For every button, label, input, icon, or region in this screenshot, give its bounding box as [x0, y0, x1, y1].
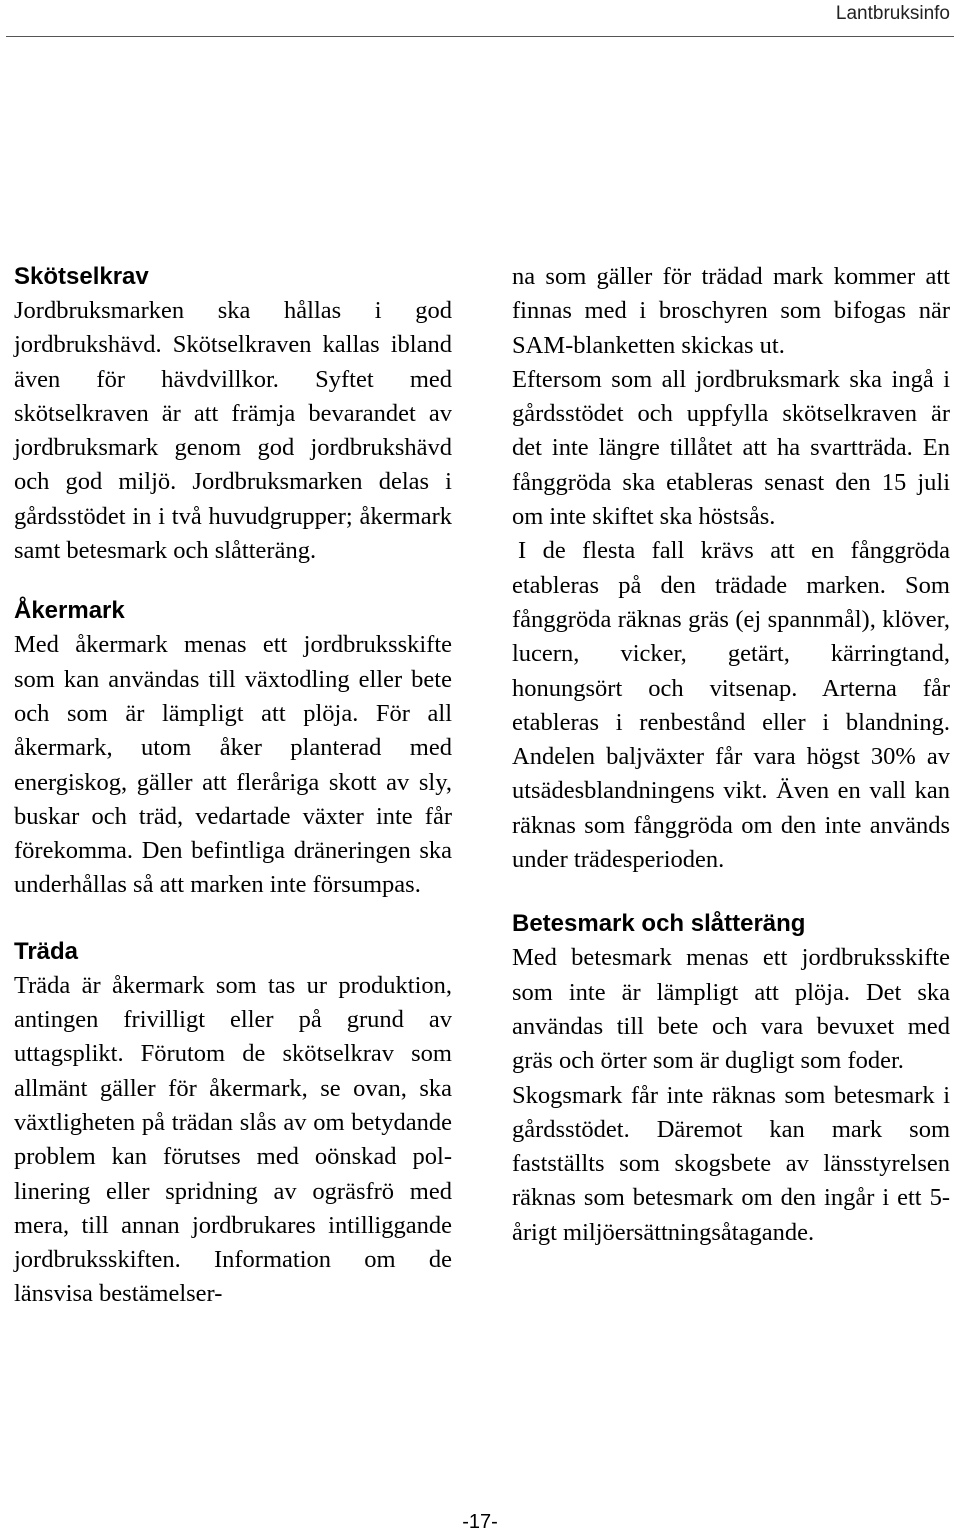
- paragraph-skotselkrav: Jordbruksmarken ska hållas i god jordbrukshävd. Skötselkraven kallas ibland även för hävdvillkor. Syftet med skötselkraven är att främja bevarandet av jordbruksmark genom god jordbrukshävd och god miljö. Jordbruksmarken delas i gårdsstödet in i två huvudgrupper; åkermark samt betesmark och slåtteräng.: [14, 297, 452, 565]
- paragraph-betesmark: Med betesmark menas ett jordbruksskifte som inte är lämpligt att plöja. Det ska användas till bete och vara bevuxet med gräs och örter som är dugligt som foder.: [512, 944, 950, 1075]
- paragraph-trada: Träda är åkermark som tas ur produktion, antingen frivilligt eller på grund av uttagsplikt. Förutom de skötselkrav som allmänt gäller för åkermark, se ovan, ska växtligheten på trädan slås av om betydande problem kan förutses med oönskad pollinering eller spridning av ogräsfrö med mera, till annan jordbrukares intilliggande jordbruksskiften. Information om de länsvisa bestämelser-: [14, 971, 452, 1308]
- right-column: [512, 260, 950, 1250]
- paragraph-svarttrada: Eftersom som all jordbruksmark ska ingå i gårdsstödet och uppfylla skötselkraven är det inte längre tillåtet att ha svartträda. En fånggröda ska etableras senast den 15 juli om inte skiftet ska höstsås.: [512, 365, 950, 531]
- heading-skotselkrav: Skötselkrav: [14, 263, 149, 290]
- heading-trada: Träda: [14, 937, 79, 965]
- page-number: -17-: [462, 1511, 498, 1533]
- heading-akermark: Åkermark: [14, 597, 125, 625]
- left-column: [14, 260, 452, 1312]
- header-divider: [6, 36, 954, 37]
- paragraph-akermark: Med åkermark menas ett jordbruksskifte som kan användas till växtodling eller bete och som är lämpligt att plöja. För all åkermark, utom åker planterad med energiskog, gäller att fleråriga skott av sly, buskar och träd, vedartade växter inte får förekomma. Den befintliga dräneringen ska underhållas så att marken inte försumpas.: [14, 631, 452, 899]
- heading-betesmark: Betesmark och slåtteräng: [512, 910, 806, 938]
- paragraph-trada-continued: na som gäller för trädad mark kommer att finnas med i broschyren som bifogas när SAM-blanketten skickas ut.: [512, 263, 950, 359]
- running-header: Lantbruksinfo: [835, 3, 950, 24]
- paragraph-fanggroda: I de flesta fall krävs att en fånggröda etableras på den trädade marken. Som fånggröda räknas gräs (ej spannmål), klöver, lucern, vicker, getärt, kärringtand, honungsört och vitsenap. Arterna får etableras i renbestånd eller i blandning. Andelen baljväxter får vara högst 30% av utsädesblandningens vikt. Även en vall kan räknas som fånggröda om den inte används under trädesperioden.: [512, 537, 950, 874]
- paragraph-skogsmark: Skogsmark får inte räknas som betesmark i gårdsstödet. Däremot kan mark som fastställts som skogsbete av länsstyrelsen räknas som betesmark om den ingår i ett 5-årigt miljöersättningsåtagande.: [512, 1081, 950, 1246]
